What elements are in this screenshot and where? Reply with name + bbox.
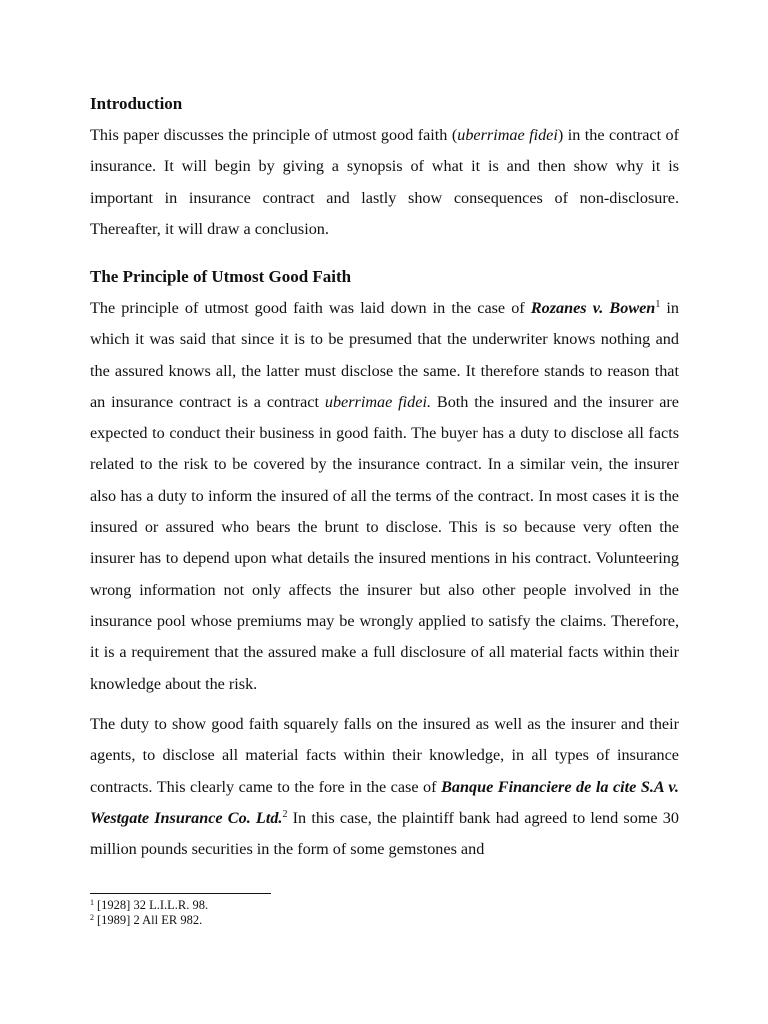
section-heading-introduction: Introduction xyxy=(90,94,183,113)
case-name-banque: Banque Financiere de la cite S.A v. Westgate Insurance Co. Ltd. xyxy=(90,777,679,827)
footnote-item xyxy=(90,913,208,928)
p2-text-a: The principle of utmost good faith was laid down in the case of xyxy=(90,299,531,317)
intro-text-a: This paper discusses the principle of utmost good faith ( xyxy=(90,126,458,144)
footnote-text: [1928] 32 L.I.L.R. 98. xyxy=(97,898,209,912)
footnote-divider xyxy=(90,893,271,894)
intro-paragraph xyxy=(90,120,679,245)
footnote-ref-1[interactable]: 1 xyxy=(655,299,661,310)
p2-latin-term: uberrimae fidei. xyxy=(324,392,432,411)
section-heading-principle: The Principle of Utmost Good Faith xyxy=(90,267,352,286)
footnote-mark: 1 xyxy=(90,898,94,907)
intro-latin-term: uberrimae fidei xyxy=(457,126,558,144)
intro-text-b: ) in the contract of insurance. It will begin by giving a synopsis of what it is and then show why it is important in insurance contract and lastly show consequences of non-disclosure. Thereafter, it will draw a conclusion. xyxy=(90,126,679,238)
footnote-ref-2[interactable]: 2 xyxy=(282,808,288,820)
principle-paragraph-1 xyxy=(90,293,679,700)
p2-text-b: in which it was said that since it is to be presumed that the underwriter knows nothing and the assured knows all, the latter must disclose the same. It therefore stands to reason that an insurance contract is a contract xyxy=(90,299,680,411)
footnote-item xyxy=(90,898,208,913)
p2-text-c: Both the insured and the insurer are expected to conduct their business in good faith. The buyer has a duty to disclose all facts related to the risk to be covered by the insurance contract. In a similar vein, the insurer also has a duty to inform the insured of all the terms of the contract. In most cases it is the insured or assured who bears the brunt to disclose. This is so because very often the insurer has to depend upon what details the insured mentions in his contract. Volunteering wrong information not only affects the insurer but also other people involved in the insurance pool whose premiums may be wrongly applied to satisfy the claims. Therefore, it is a requirement that the assured make a full disclosure of all material facts within their knowledge about the risk. xyxy=(90,392,679,693)
footnote-text: [1989] 2 All ER 982. xyxy=(97,913,203,927)
p3-text-a: The duty to show good faith squarely falls on the insured as well as the insurer and their agents, to disclose all material facts within their knowledge, in all types of insurance contracts. This clearly came to the fore in the case of xyxy=(90,715,679,796)
case-name-rozanes: Rozanes v. Bowen xyxy=(530,299,656,317)
p3-text-b: In this case, the plaintiff bank had agreed to lend some 30 million pounds securities in the form of some gemstones and xyxy=(90,808,679,859)
footnote-mark: 2 xyxy=(90,913,94,922)
principle-paragraph-2 xyxy=(90,709,679,865)
footnotes xyxy=(90,898,208,928)
